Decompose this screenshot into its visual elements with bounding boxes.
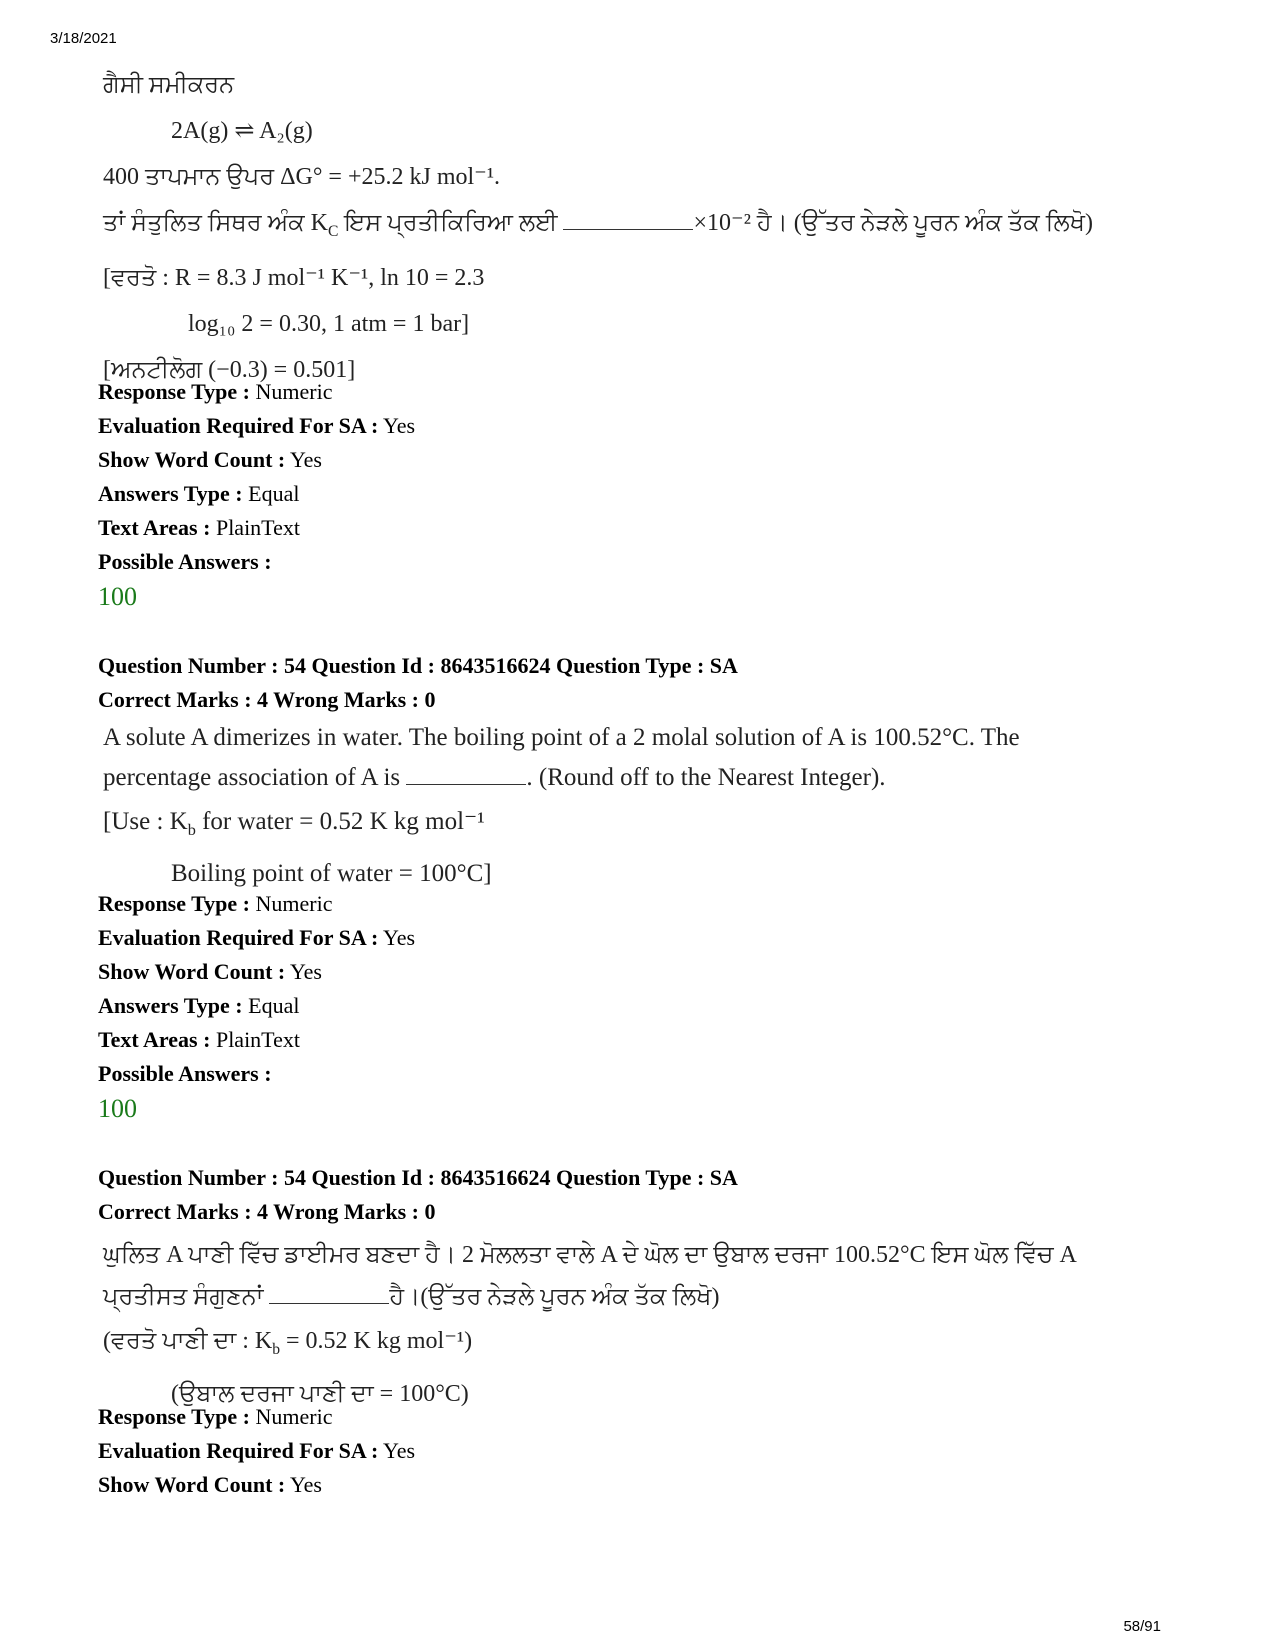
answer-blank bbox=[563, 211, 693, 230]
meta-row bbox=[98, 887, 415, 921]
meta-value: Equal bbox=[248, 993, 300, 1018]
print-date: 3/18/2021 bbox=[50, 30, 117, 47]
q54en-line-3 bbox=[103, 802, 1020, 850]
meta-value: Yes bbox=[289, 1472, 322, 1497]
question-image-q53 bbox=[103, 62, 1093, 393]
meta-label: Possible Answers : bbox=[98, 549, 272, 574]
meta-value: Yes bbox=[383, 413, 416, 438]
meta-label: Answers Type : bbox=[98, 481, 243, 506]
meta-value: Yes bbox=[383, 1438, 416, 1463]
meta-value: Yes bbox=[289, 959, 322, 984]
q53-line-4 bbox=[103, 200, 1093, 255]
meta-label: Evaluation Required For SA : bbox=[98, 925, 379, 950]
meta-row bbox=[98, 989, 415, 1023]
meta-label: Text Areas : bbox=[98, 1027, 211, 1052]
q54en-line-2 bbox=[103, 758, 1020, 798]
answer-blank bbox=[406, 766, 526, 785]
meta-label: Show Word Count : bbox=[98, 447, 286, 472]
meta-row bbox=[98, 409, 415, 443]
marks-line: Correct Marks : 4 Wrong Marks : 0 bbox=[98, 687, 436, 712]
q54en-line-3a: [Use : K bbox=[103, 808, 188, 835]
meta-label: Text Areas : bbox=[98, 515, 211, 540]
meta-row bbox=[98, 1434, 415, 1468]
meta-row bbox=[98, 545, 415, 579]
meta-value: Yes bbox=[289, 447, 322, 472]
meta-label: Evaluation Required For SA : bbox=[98, 1438, 379, 1463]
answer-blank bbox=[269, 1285, 389, 1304]
meta-row bbox=[98, 511, 415, 545]
meta-value: Equal bbox=[248, 481, 300, 506]
meta-value: Numeric bbox=[255, 379, 333, 404]
q54pa-line-2a: ਪ੍ਰਤੀਸਤ ਸੰਗੁਣਨਾਂ bbox=[103, 1284, 270, 1310]
q54pa-header bbox=[98, 1161, 738, 1229]
q54pa-line-3 bbox=[103, 1320, 1077, 1371]
meta-row bbox=[98, 1468, 415, 1502]
meta-row bbox=[98, 1057, 415, 1091]
meta-value: PlainText bbox=[215, 515, 300, 540]
q53-equation: 2A(g) ⇌ A₂(g) bbox=[171, 118, 313, 144]
q54pa-meta bbox=[98, 1400, 415, 1502]
meta-row bbox=[98, 1400, 415, 1434]
question-number-line: Question Number : 54 Question Id : 8643516624 Question Type : SA bbox=[98, 653, 738, 678]
q54pa-line-4: (ਉਬਾਲ ਦਰਜਾ ਪਾਣੀ ਦਾ = 100°C) bbox=[171, 1380, 469, 1407]
possible-answer: 100 bbox=[98, 582, 137, 611]
q53-line-5: [ਵਰਤੋ : R = 8.3 J mol⁻¹ K⁻¹, ln 10 = 2.3 bbox=[103, 264, 485, 291]
q53-line-6: log₁₀ 2 = 0.30, 1 atm = 1 bar] bbox=[188, 310, 470, 337]
meta-label: Show Word Count : bbox=[98, 959, 286, 984]
meta-label: Show Word Count : bbox=[98, 1472, 286, 1497]
q54en-meta bbox=[98, 887, 415, 1127]
possible-answer: 100 bbox=[98, 1094, 137, 1123]
q53-line-1: ਗੈਸੀ ਸਮੀਕਰਨ bbox=[103, 72, 235, 98]
q54en-line-2b: . (Round off to the Nearest Integer). bbox=[526, 764, 886, 791]
q54en-line-1: A solute A dimerizes in water. The boiling point of a 2 molal solution of A is 100.52°C. The bbox=[103, 724, 1020, 751]
meta-row bbox=[98, 477, 415, 511]
meta-value: Numeric bbox=[255, 891, 333, 916]
meta-row bbox=[98, 1023, 415, 1057]
meta-value: PlainText bbox=[215, 1027, 300, 1052]
meta-label: Response Type : bbox=[98, 891, 250, 916]
q53-line-4-sub: C bbox=[327, 222, 339, 240]
meta-row bbox=[98, 443, 415, 477]
q54pa-line-3b: = 0.52 K kg mol⁻¹) bbox=[280, 1328, 473, 1354]
q53-line-4a: ਤਾਂ ਸੰਤੁਲਿਤ ਸਿਥਰ ਅੰਕ K bbox=[103, 210, 328, 236]
q54pa-line-3a: (ਵਰਤੋ ਪਾਣੀ ਦਾ : K bbox=[103, 1328, 273, 1354]
meta-label: Response Type : bbox=[98, 1404, 250, 1429]
question-number-line: Question Number : 54 Question Id : 8643516624 Question Type : SA bbox=[98, 1165, 738, 1190]
q54en-line-3b: for water = 0.52 K kg mol⁻¹ bbox=[195, 808, 485, 835]
q54pa-line-2 bbox=[103, 1276, 1077, 1318]
q54en-line-3-sub: b bbox=[187, 821, 196, 839]
meta-row bbox=[98, 375, 415, 409]
question-image-q54pa bbox=[103, 1234, 1077, 1415]
meta-row bbox=[98, 921, 415, 955]
meta-label: Answers Type : bbox=[98, 993, 243, 1018]
q53-line-7: [ਅਨਟੀਲੋਗ (−0.3) = 0.501] bbox=[103, 356, 356, 383]
q53-meta bbox=[98, 375, 415, 615]
q53-line-4b: ਇਸ ਪ੍ਰਤੀਕਿਰਿਆ ਲਈ bbox=[338, 210, 564, 236]
q54pa-line-1: ਘੁਲਿਤ A ਪਾਣੀ ਵਿੱਚ ਡਾਈਮਰ ਬਣਦਾ ਹੈ। 2 ਮੋਲਲਤਾ ਵਾਲੇ A ਦੇ ਘੋਲ ਦਾ ਉਬਾਲ ਦਰਜਾ 100.52°C ਇਸ ਘੋਲ ਵਿੱਚ A bbox=[103, 1242, 1077, 1268]
meta-label: Possible Answers : bbox=[98, 1061, 272, 1086]
q54en-line-2a: percentage association of A is bbox=[103, 764, 407, 791]
meta-label: Response Type : bbox=[98, 379, 250, 404]
q54en-line-4: Boiling point of water = 100°C] bbox=[171, 860, 492, 887]
q53-line-4c: ×10⁻² ਹੈ। (ਉੱਤਰ ਨੇੜਲੇ ਪੂਰਨ ਅੰਕ ਤੱਕ ਲਿਖੋ) bbox=[693, 210, 1093, 236]
meta-row bbox=[98, 955, 415, 989]
q54pa-line-2b: ਹੈ।(ਉੱਤਰ ਨੇੜਲੇ ਪੂਰਨ ਅੰਕ ਤੱਕ ਲਿਖੋ) bbox=[389, 1284, 720, 1310]
meta-value: Yes bbox=[383, 925, 416, 950]
q54pa-line-3-sub: b bbox=[272, 1340, 280, 1358]
meta-value: Numeric bbox=[255, 1404, 333, 1429]
marks-line: Correct Marks : 4 Wrong Marks : 0 bbox=[98, 1199, 436, 1224]
page-number: 58/91 bbox=[1123, 1618, 1161, 1635]
question-image-q54en bbox=[103, 718, 1020, 894]
q53-line-3: 400 ਤਾਪਮਾਨ ਉਪਰ ΔG° = +25.2 kJ mol⁻¹. bbox=[103, 164, 501, 190]
meta-label: Evaluation Required For SA : bbox=[98, 413, 379, 438]
q54en-header bbox=[98, 649, 738, 717]
